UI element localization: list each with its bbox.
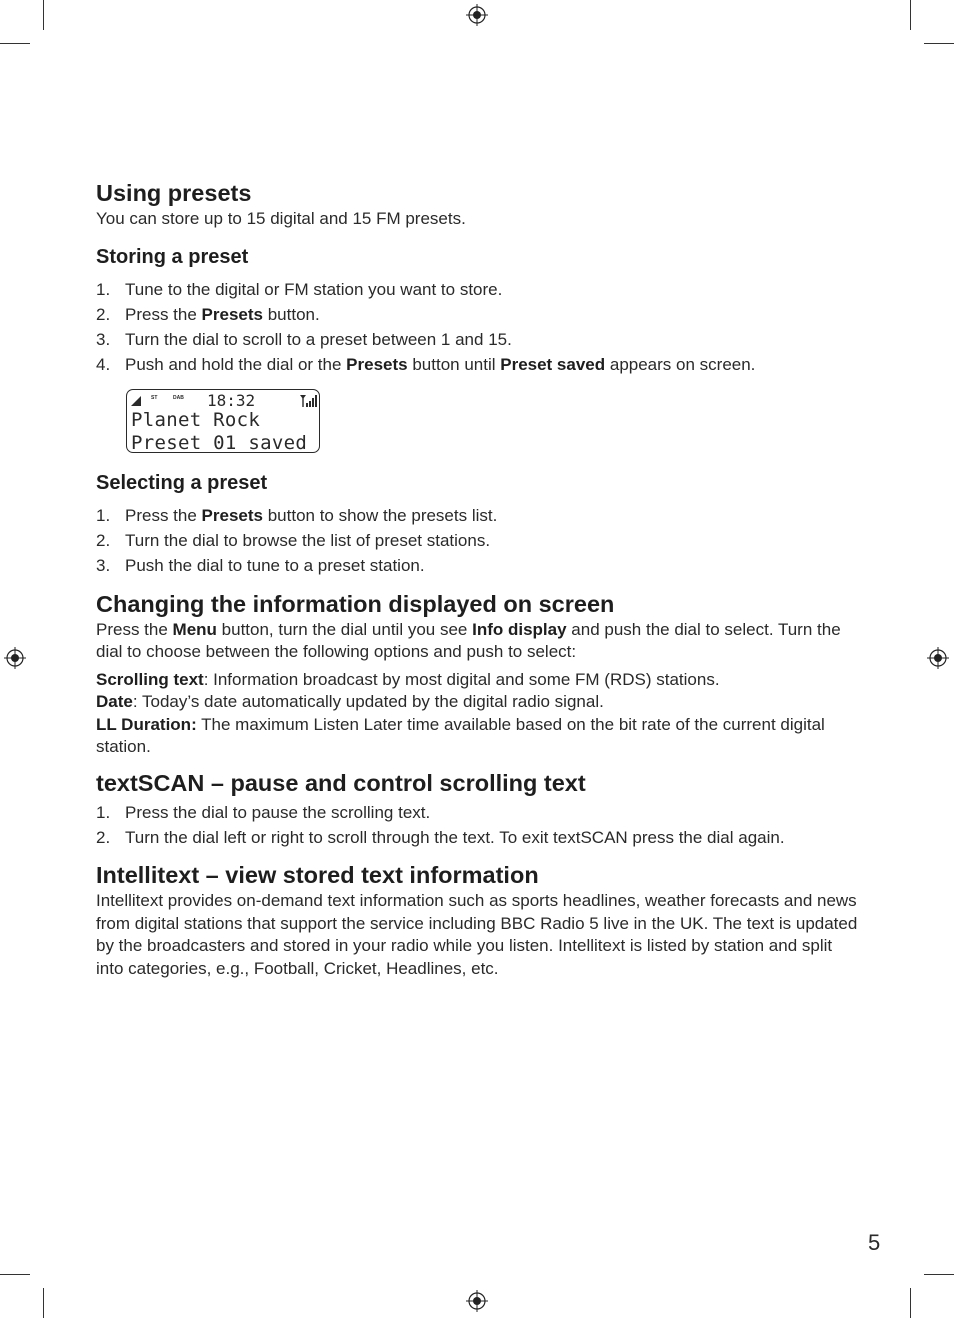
page-number: 5 (868, 1230, 881, 1255)
textscan-steps (96, 800, 861, 851)
list-item: 1. Press the Presets button to show the presets list. (96, 505, 498, 525)
radio-display (126, 389, 320, 453)
antenna-signal-icon (299, 394, 317, 408)
registration-mark-icon (4, 647, 26, 669)
crop-mark (0, 43, 30, 44)
crop-mark (43, 1288, 44, 1318)
list-item: 1. Press the dial to pause the scrolling text. (96, 802, 431, 822)
page-content (96, 178, 861, 980)
heading-using-presets: Using presets (96, 180, 252, 206)
list-item: 2. Turn the dial to browse the list of preset stations. (96, 530, 491, 550)
crop-mark (924, 43, 954, 44)
crop-mark (924, 1274, 954, 1275)
list-item: 1. Tune to the digital or FM station you want to store. (96, 279, 503, 299)
registration-mark-icon (927, 647, 949, 669)
info-paragraph: Press the Menu button, turn the dial until you see Info display and push the dial to select. Turn the dial to choose between the following options and push to select: (96, 619, 841, 662)
list-item: 2. Turn the dial left or right to scroll through the text. To exit textSCAN press the dial again. (96, 827, 785, 847)
heading-selecting-preset: Selecting a preset (96, 471, 268, 494)
heading-textscan: textSCAN – pause and control scrolling text (96, 769, 586, 796)
dab-indicator: DAB (173, 394, 184, 401)
registration-mark-icon (466, 4, 488, 26)
list-item: 3. Push the dial to tune to a preset station. (96, 556, 425, 576)
display-time: 18:32 (207, 390, 256, 410)
list-item: 3. Turn the dial to scroll to a preset between 1 and 15. (96, 330, 512, 350)
display-line-status: Preset 01 saved (131, 431, 308, 454)
heading-changing-info: Changing the information displayed on screen (96, 590, 615, 617)
intellitext-paragraph: Intellitext provides on-demand text information such as sports headlines, weather forecasts and news from digital stations that support the service including BBC Radio 5 live in the UK. The text is updated by the broadcasters and stored in your radio while you listen. Intellitext is listed by station and split into categories, e.g., Football, Cricket, Headlines, etc. (96, 891, 858, 978)
stereo-indicator: ST (151, 394, 158, 401)
registration-mark-icon (466, 1290, 488, 1312)
selecting-steps (96, 503, 861, 579)
display-line-station: Planet Rock (131, 408, 261, 431)
heading-intellitext: Intellitext – view stored text information (96, 862, 539, 889)
crop-mark (910, 1288, 911, 1318)
list-item: 2. Press the Presets button. (96, 304, 320, 324)
crop-mark (0, 1274, 30, 1275)
storing-steps (96, 277, 861, 378)
info-options: Scrolling text: Information broadcast by most digital and some FM (RDS) stations. Date: Today’s date automatically updated by the digital radio signal. LL Duration: The maximum Listen Later time available based on the bit rate of the current digital station. (96, 669, 825, 757)
list-item: 4. Push and hold the dial or the Presets button until Preset saved appears on screen. (96, 355, 756, 375)
signal-strength-icon (131, 396, 141, 406)
crop-mark (910, 0, 911, 30)
heading-storing-preset: Storing a preset (96, 245, 249, 268)
presets-intro: You can store up to 15 digital and 15 FM presets. (96, 209, 466, 228)
crop-mark (43, 0, 44, 30)
